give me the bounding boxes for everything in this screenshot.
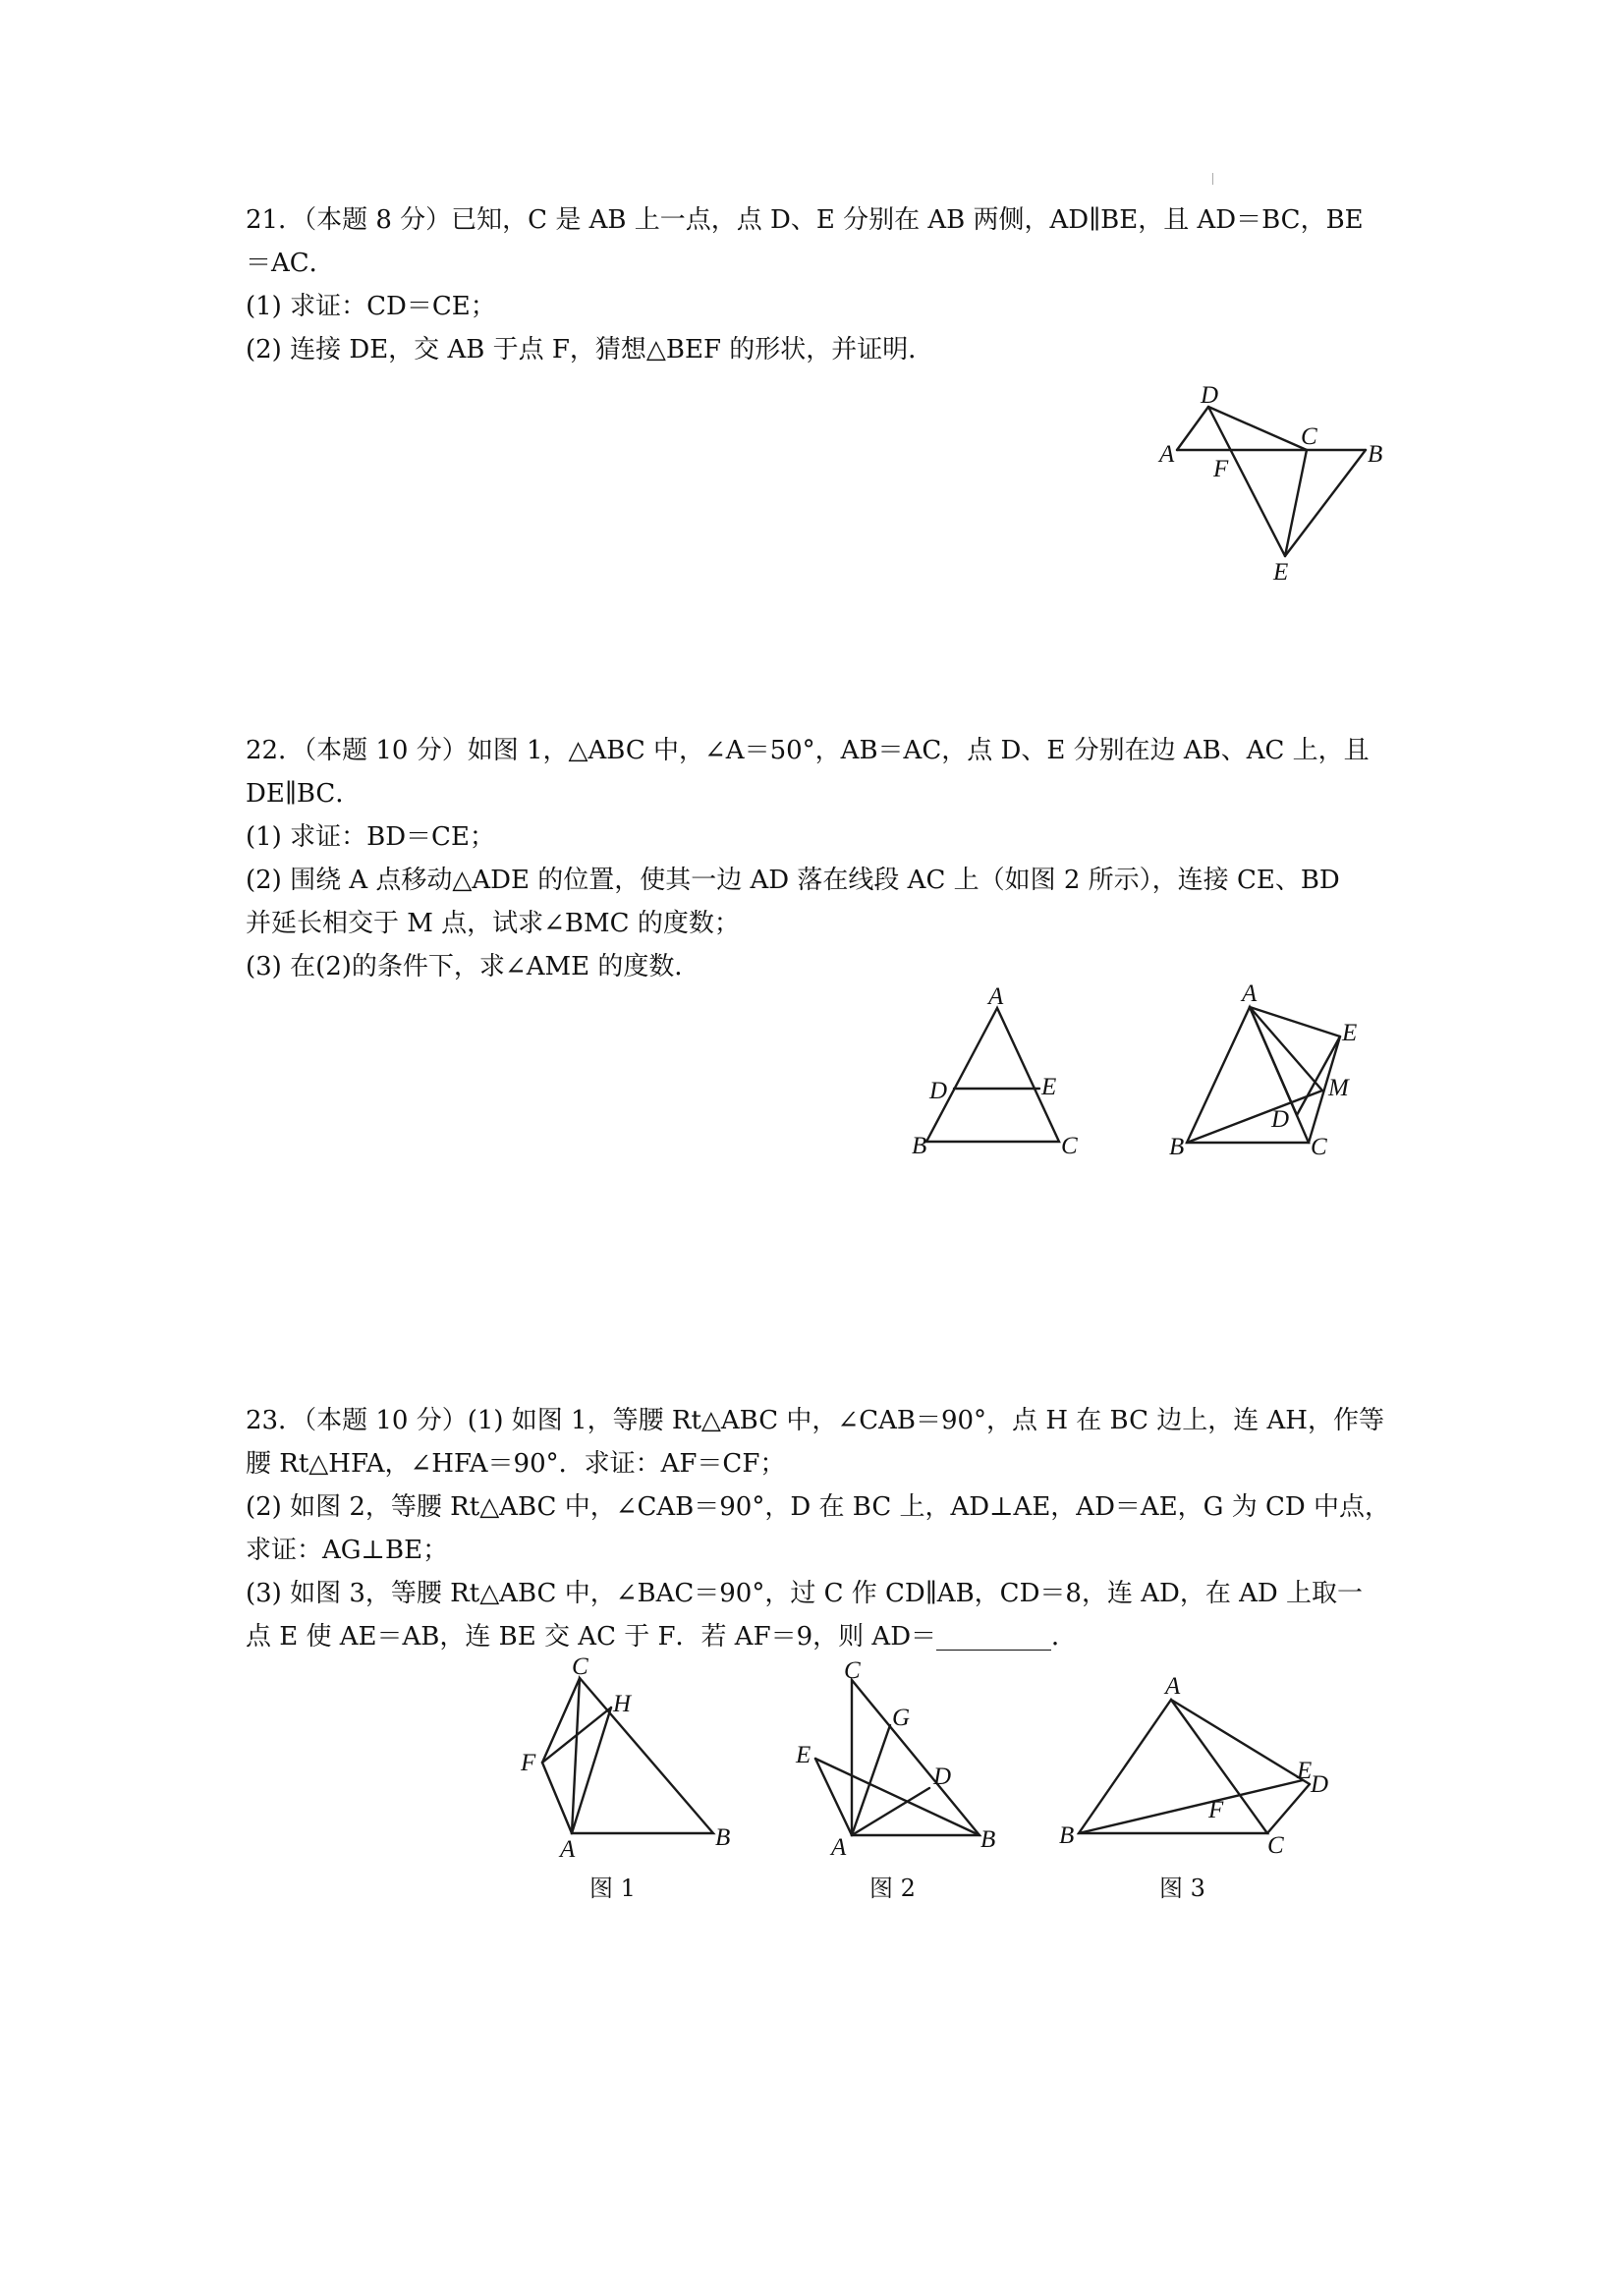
q21-line-1: 21．（本题 8 分）已知，C 是 AB 上一点，点 D、E 分别在 AB 两侧，AD∥BE，且 AD＝BC，BE bbox=[246, 205, 1364, 235]
q22-figure-1 bbox=[894, 973, 1091, 1173]
label-c: C bbox=[1061, 1133, 1078, 1159]
q23-figure-2 bbox=[786, 1657, 1022, 1861]
label-d: D bbox=[929, 1078, 948, 1104]
q22-figure-2 bbox=[1159, 978, 1375, 1178]
label-a: A bbox=[988, 983, 1004, 1010]
label-a: A bbox=[831, 1834, 847, 1861]
label-g: G bbox=[892, 1705, 911, 1731]
label-e: E bbox=[1342, 1020, 1358, 1046]
label-e: E bbox=[1273, 559, 1289, 586]
label-a: A bbox=[560, 1836, 576, 1863]
triangle-abc bbox=[1079, 1700, 1267, 1833]
q23-diagram-1 bbox=[511, 1653, 747, 1863]
q23-diagram-2 bbox=[786, 1657, 1022, 1861]
label-e: E bbox=[1041, 1074, 1057, 1100]
segment-ad bbox=[1171, 1700, 1313, 1784]
segment-dc bbox=[1208, 407, 1307, 450]
q22-part-2: (2) 围绕 A 点移动△ADE 的位置，使其一边 AD 落在线段 AC 上（如图 2 所示），连接 CE、BD bbox=[246, 866, 1340, 895]
q23-diagram-3 bbox=[1051, 1670, 1329, 1859]
label-b: B bbox=[1059, 1822, 1075, 1849]
label-e: E bbox=[1297, 1758, 1313, 1784]
q21-part-2: (2) 连接 DE，交 AB 于点 F，猜想△BEF 的形状，并证明． bbox=[246, 335, 934, 364]
label-b: B bbox=[715, 1824, 731, 1851]
label-b: B bbox=[1169, 1134, 1185, 1160]
margin-mark bbox=[1212, 173, 1213, 185]
segment-fc bbox=[542, 1678, 580, 1763]
segment-eb bbox=[815, 1759, 979, 1835]
q22-diagram-2 bbox=[1159, 978, 1375, 1174]
q22-part-1: (1) 求证：BD＝CE； bbox=[246, 822, 495, 852]
label-h: H bbox=[613, 1691, 632, 1717]
triangle-abc bbox=[852, 1680, 979, 1835]
label-a: A bbox=[1165, 1673, 1181, 1700]
q22-part-2-cont: 并延长相交于 M 点，试求∠BMC 的度数； bbox=[246, 909, 740, 938]
q21-line-2: ＝AC． bbox=[246, 249, 335, 278]
q21-figure bbox=[1140, 373, 1395, 593]
q22-part-3: (3) 在(2)的条件下，求∠AME 的度数． bbox=[246, 952, 700, 981]
label-b: B bbox=[912, 1133, 927, 1159]
label-d: D bbox=[1201, 382, 1219, 409]
segment-fa bbox=[542, 1763, 572, 1833]
triangle-abc bbox=[572, 1678, 713, 1833]
label-c: C bbox=[572, 1653, 588, 1680]
label-f: F bbox=[1213, 456, 1229, 482]
label-c: C bbox=[1267, 1832, 1284, 1859]
triangle-abc bbox=[926, 1008, 1059, 1142]
q22-line-2: DE∥BC． bbox=[246, 779, 362, 809]
segment-be bbox=[1079, 1780, 1303, 1833]
q23-part-3-cont: 点 E 使 AE＝AB，连 BE 交 AC 于 F．若 AF＝9，则 AD＝_________． bbox=[246, 1622, 1078, 1652]
q23-part-2-cont: 求证：AG⊥BE； bbox=[246, 1536, 449, 1565]
caption-figure-1: 图 1 bbox=[589, 1875, 636, 1902]
segment-cd bbox=[1267, 1784, 1310, 1833]
q21-diagram bbox=[1140, 373, 1395, 589]
q22-line-1: 22．（本题 10 分）如图 1，△ABC 中，∠A＝50°，AB＝AC，点 D、E 分别在边 AB、AC 上，且 bbox=[246, 736, 1370, 765]
label-b: B bbox=[1368, 441, 1383, 468]
triangle-abc bbox=[1187, 1007, 1309, 1143]
segment-ad bbox=[852, 1788, 929, 1835]
caption-figure-2: 图 2 bbox=[869, 1875, 916, 1902]
label-c: C bbox=[1301, 423, 1317, 450]
label-b: B bbox=[980, 1826, 996, 1853]
q23-figure-1 bbox=[511, 1653, 747, 1863]
label-c: C bbox=[844, 1657, 861, 1684]
q23-line-2: 腰 Rt△HFA，∠HFA＝90°．求证：AF＝CF； bbox=[246, 1449, 786, 1479]
label-d: D bbox=[1311, 1771, 1329, 1798]
q23-part-3: (3) 如图 3，等腰 Rt△ABC 中，∠BAC＝90°，过 C 作 CD∥AB，CD＝8，连 AD，在 AD 上取一 bbox=[246, 1579, 1363, 1608]
label-a: A bbox=[1159, 441, 1175, 468]
label-c: C bbox=[1311, 1134, 1327, 1160]
caption-figure-3: 图 3 bbox=[1159, 1875, 1205, 1902]
label-f: F bbox=[1208, 1797, 1224, 1823]
q23-line-1: 23．（本题 10 分）(1) 如图 1，等腰 Rt△ABC 中，∠CAB＝90°，点 H 在 BC 边上，连 AH，作等 bbox=[246, 1406, 1384, 1435]
label-d: D bbox=[933, 1764, 952, 1790]
segment-ad bbox=[1250, 1007, 1297, 1115]
label-m: M bbox=[1328, 1075, 1349, 1101]
label-e: E bbox=[796, 1742, 812, 1768]
segment-be bbox=[1285, 450, 1366, 556]
label-d: D bbox=[1271, 1106, 1290, 1133]
segment-ad bbox=[1177, 407, 1208, 450]
segment-ag bbox=[852, 1725, 890, 1835]
label-f: F bbox=[521, 1750, 536, 1776]
segment-ea bbox=[815, 1759, 852, 1835]
q21-part-1: (1) 求证：CD＝CE； bbox=[246, 292, 496, 321]
label-a: A bbox=[1242, 980, 1258, 1007]
q23-figure-3 bbox=[1051, 1670, 1329, 1861]
q23-part-2: (2) 如图 2，等腰 Rt△ABC 中，∠CAB＝90°，D 在 BC 上，AD⊥AE，AD＝AE，G 为 CD 中点， bbox=[246, 1492, 1390, 1522]
q22-diagram-1 bbox=[894, 973, 1091, 1169]
